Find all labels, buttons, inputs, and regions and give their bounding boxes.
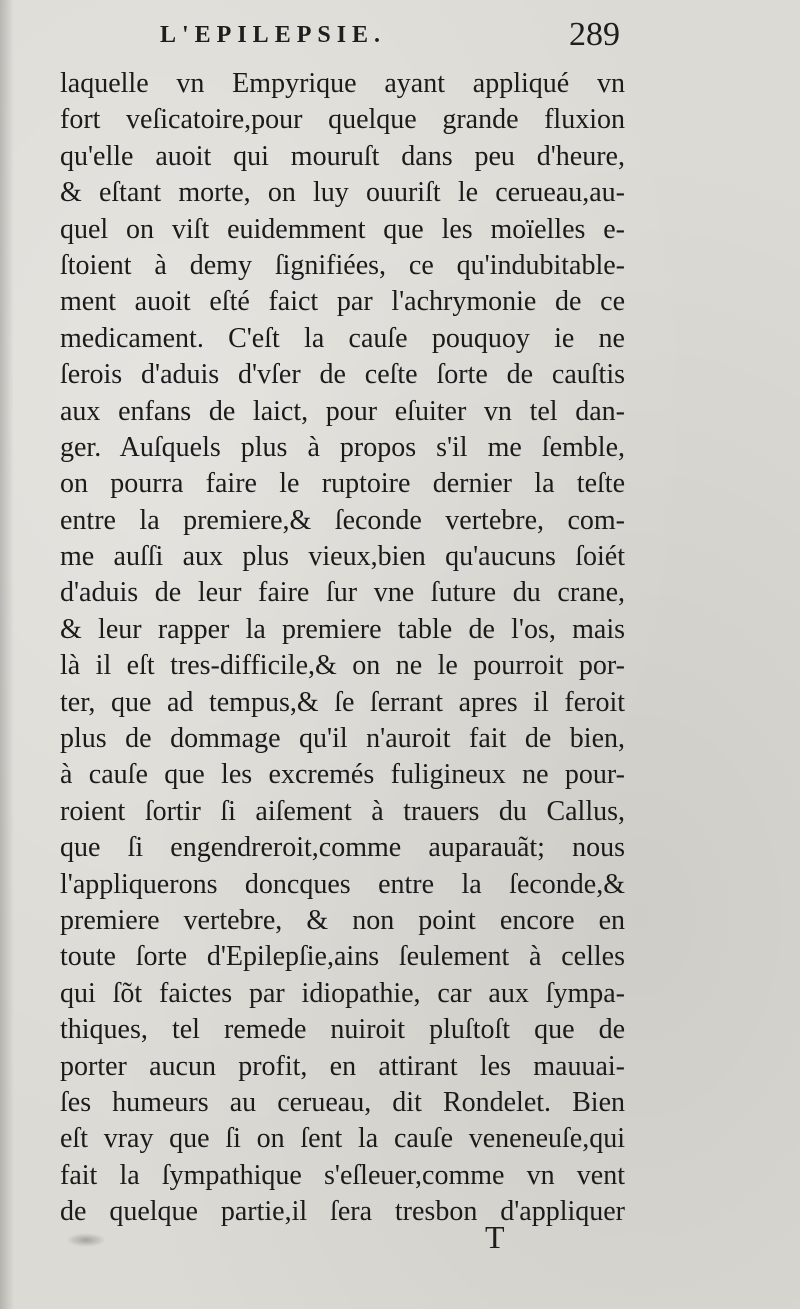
body-text — [60, 66, 625, 1231]
text-line: roient ſortir ſi aiſement à trauers du Callus, — [60, 795, 625, 827]
text-line: que ſi engendreroit,comme auparauãt; nous — [60, 832, 625, 864]
text-line: plus de dommage qu'il n'auroit fait de bien, — [60, 723, 625, 755]
text-line: fort veſicatoire,pour quelque grande fluxion — [60, 104, 625, 136]
text-line: à cauſe que les excremés fuligineux ne pour- — [60, 759, 625, 791]
text-line: ſes humeurs au cerueau, dit Rondelet. Bien — [60, 1086, 625, 1118]
page-footer — [60, 1215, 625, 1255]
text-line: quel on viſt euidemment que les moïelles e- — [60, 213, 625, 245]
text-line: ment auoit eſté faict par l'achrymonie de ce — [60, 286, 625, 318]
text-line: laquelle vn Empyrique ayant appliqué vn — [60, 68, 625, 99]
ink-smudge — [66, 1233, 106, 1247]
text-line: là il eſt tres-difficile,& on ne le pourroit por- — [60, 650, 625, 682]
text-line: de quelque partie,il ſera tresbon d'appliquer — [60, 1196, 625, 1228]
text-line: & eſtant morte, on luy ouuriſt le cerueau,au- — [60, 177, 625, 209]
text-line: me auſſi aux plus vieux,bien qu'aucuns ſoiét — [60, 541, 625, 573]
text-line: medicament. C'eſt la cauſe pouquoy ie ne — [60, 322, 625, 354]
text-line: eſt vray que ſi on ſent la cauſe veneneuſe,qui — [60, 1123, 625, 1155]
text-line: ſerois d'aduis d'vſer de ceſte ſorte de cauſtis — [60, 359, 625, 391]
text-line: & leur rapper la premiere table de l'os, mais — [60, 613, 625, 645]
text-line: fait la ſympathique s'eſleuer,comme vn vent — [60, 1159, 625, 1191]
page-header — [60, 16, 620, 62]
text-line: ger. Auſquels plus à propos s'il me ſemble, — [60, 431, 625, 463]
signature-mark: T — [485, 1219, 505, 1255]
text-line: on pourra faire le ruptoire dernier la teſte — [60, 468, 625, 500]
running-head: L'EPILEPSIE. — [160, 22, 387, 48]
text-line: toute ſorte d'Epilepſie,ains ſeulement à celles — [60, 941, 625, 973]
page-gutter-shadow — [0, 0, 14, 1309]
page-number: 289 — [569, 16, 620, 53]
text-line: porter aucun profit, en attirant les mauuai- — [60, 1050, 625, 1082]
text-line: qu'elle auoit qui mouruſt dans peu d'heure, — [60, 140, 625, 172]
text-line: ter, que ad tempus,& ſe ſerrant apres il feroit — [60, 686, 625, 718]
text-line: d'aduis de leur faire ſur vne ſuture du crane, — [60, 577, 625, 609]
text-line: aux enfans de laict, pour eſuiter vn tel dan- — [60, 395, 625, 427]
text-line: l'appliquerons doncques entre la ſeconde,& — [60, 868, 625, 900]
text-line: thiques, tel remede nuiroit pluſtoſt que de — [60, 1014, 625, 1046]
text-line: ſtoient à demy ſignifiées, ce qu'indubitable- — [60, 249, 625, 281]
text-line: premiere vertebre, & non point encore en — [60, 904, 625, 936]
text-line: entre la premiere,& ſeconde vertebre, com- — [60, 504, 625, 536]
text-line: qui ſõt faictes par idiopathie, car aux ſympa- — [60, 977, 625, 1009]
